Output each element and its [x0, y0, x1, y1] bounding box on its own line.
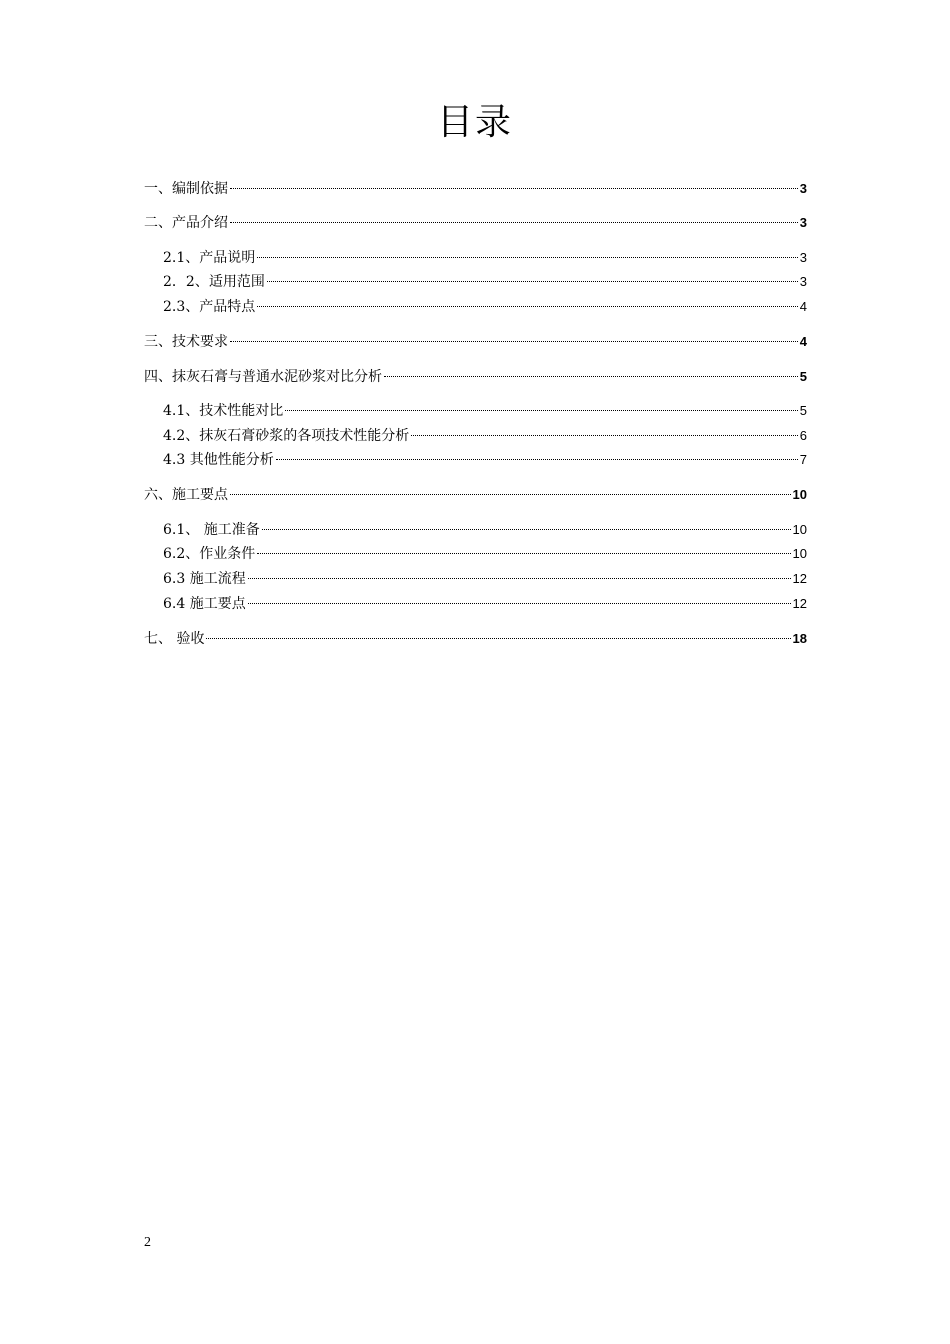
toc-entry[interactable] — [163, 248, 807, 268]
page-number: 2 — [144, 1235, 151, 1250]
toc-entry-page: 10 — [792, 487, 807, 502]
toc-entry-page: 12 — [792, 596, 807, 611]
toc-entry-page: 4 — [799, 334, 807, 349]
dot-leader — [230, 222, 798, 223]
toc-entry-page: 10 — [792, 522, 807, 537]
dot-leader — [248, 578, 791, 579]
toc-entry-label: 二、产品介绍 — [144, 215, 228, 231]
toc-entry[interactable] — [163, 520, 807, 540]
toc-entry-page: 5 — [799, 403, 807, 418]
toc-entry-label: 三、技术要求 — [144, 334, 228, 350]
toc-entry-page: 18 — [792, 631, 807, 646]
toc-entry-page: 5 — [799, 369, 807, 384]
toc-entry[interactable] — [163, 569, 807, 589]
toc-entry-page: 3 — [799, 274, 807, 289]
dot-leader — [257, 553, 790, 554]
toc-entry-label: 2.3、产品特点 — [163, 299, 256, 315]
toc-entry-page: 4 — [799, 299, 807, 314]
toc-entry-page: 3 — [799, 215, 807, 230]
dot-leader — [248, 603, 791, 604]
toc-entry-page: 6 — [799, 428, 807, 443]
toc-entry-page: 12 — [792, 571, 807, 586]
toc-entry[interactable] — [144, 332, 807, 352]
toc-entry[interactable] — [163, 401, 807, 421]
toc-entry[interactable] — [163, 594, 807, 614]
dot-leader — [411, 435, 798, 436]
dot-leader — [230, 494, 791, 495]
toc-entry-label: 6.2、作业条件 — [163, 546, 256, 562]
toc-entry[interactable] — [144, 179, 807, 199]
dot-leader — [262, 529, 791, 530]
dot-leader — [257, 257, 798, 258]
toc-entry-label: 6.4 施工要点 — [163, 596, 246, 612]
dot-leader — [276, 459, 798, 460]
dot-leader — [206, 638, 790, 639]
toc-entry-label: 6.1、 施工准备 — [163, 522, 260, 538]
toc-entry[interactable] — [163, 426, 807, 446]
toc-entry[interactable] — [163, 544, 807, 564]
dot-leader — [267, 281, 798, 282]
toc-entry[interactable] — [163, 450, 807, 470]
toc-entry-label: 六、施工要点 — [144, 487, 228, 503]
dot-leader — [230, 188, 798, 189]
toc-title: 目录 — [436, 102, 513, 143]
toc-entry[interactable] — [144, 485, 807, 505]
toc-entry-label: 4.1、技术性能对比 — [163, 403, 284, 419]
toc-entry[interactable] — [144, 629, 807, 649]
toc-entry-label: 6.3 施工流程 — [163, 571, 246, 587]
dot-leader — [257, 306, 798, 307]
toc-entry-label: 四、抹灰石膏与普通水泥砂浆对比分析 — [144, 369, 382, 385]
dot-leader — [285, 410, 798, 411]
toc-entry-label: 4.3 其他性能分析 — [163, 452, 274, 468]
toc-entry-label: 七、 验收 — [144, 631, 205, 647]
toc-entry[interactable] — [163, 297, 807, 317]
toc-entry-page: 3 — [799, 250, 807, 265]
toc-entry-page: 10 — [792, 546, 807, 561]
dot-leader — [384, 376, 798, 377]
toc-entry-page: 3 — [799, 181, 807, 196]
dot-leader — [230, 341, 798, 342]
toc-entry[interactable] — [163, 272, 807, 292]
toc-entry-label: 2.1、产品说明 — [163, 250, 256, 266]
toc-entry-page: 7 — [799, 452, 807, 467]
toc-entry-label: 一、编制依据 — [144, 181, 228, 197]
toc-entry[interactable] — [144, 367, 807, 387]
toc-entry-label: 4.2、抹灰石膏砂浆的各项技术性能分析 — [163, 428, 410, 444]
toc-entry[interactable] — [144, 213, 807, 233]
toc-entry-label: 2．2、适用范围 — [163, 274, 265, 290]
